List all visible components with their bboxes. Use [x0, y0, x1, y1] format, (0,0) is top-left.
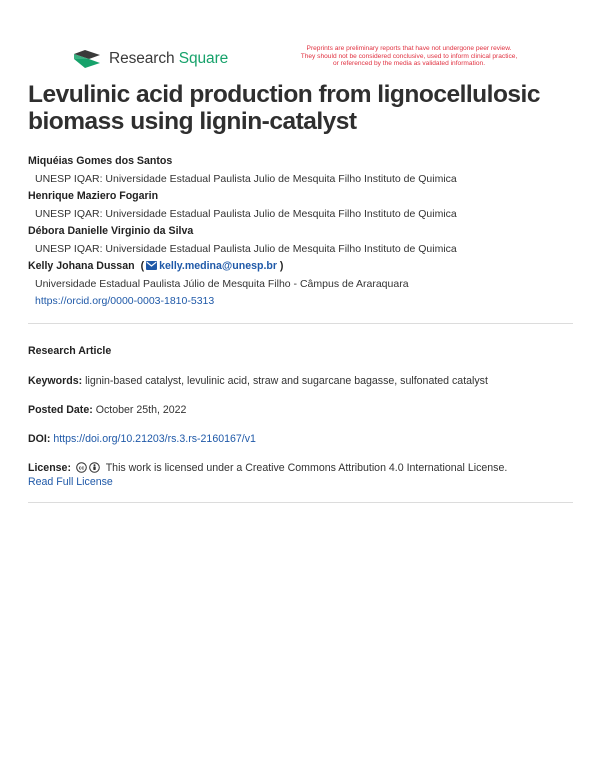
- posted-date-label: Posted Date:: [28, 404, 93, 416]
- svg-text:cc: cc: [78, 465, 85, 472]
- logo-square-text: Square: [178, 50, 229, 67]
- license-row: [28, 461, 573, 489]
- notice-line: Preprints are preliminary reports that have not undergone peer review.: [306, 45, 512, 52]
- doi-link[interactable]: https://doi.org/10.21203/rs.3.rs-2160167/v1: [53, 433, 256, 445]
- research-square-logo[interactable]: [73, 49, 228, 69]
- envelope-icon: [146, 261, 157, 270]
- author-affiliation: UNESP IQAR: Universidade Estadual Paulista Julio de Mesquita Filho Instituto de Quimica: [35, 242, 457, 255]
- author-affiliation: UNESP IQAR: Universidade Estadual Paulista Julio de Mesquita Filho Instituto de Quimica: [35, 172, 457, 185]
- divider: [28, 502, 573, 503]
- keywords-label: Keywords:: [28, 375, 83, 387]
- cc-icons: [76, 462, 100, 473]
- license-text: This work is licensed under a Creative Commons Attribution 4.0 International License.: [105, 462, 508, 474]
- author-name[interactable]: Henrique Maziero Fogarin: [28, 190, 159, 203]
- posted-date-row: [28, 403, 573, 417]
- preprint-notice: [269, 45, 549, 68]
- keywords-row: [28, 374, 573, 388]
- paper-title: [28, 81, 568, 135]
- keywords-value: lignin-based catalyst, levulinic acid, straw and sugarcane bagasse, sulfonated catalyst: [85, 375, 488, 387]
- orcid-link[interactable]: https://orcid.org/0000-0003-1810-5313: [35, 295, 215, 308]
- author-name[interactable]: Miquéias Gomes dos Santos: [28, 155, 173, 168]
- author-list: [28, 153, 573, 311]
- email-group: ( kelly.medina@unesp.br ): [140, 260, 284, 273]
- author-affiliation: Universidade Estadual Paulista Júlio de Mesquita Filho - Câmpus de Araraquara: [35, 277, 409, 290]
- article-type: [28, 344, 573, 358]
- doi-label: DOI:: [28, 433, 51, 445]
- article-type-label: Research Article: [28, 345, 112, 357]
- research-square-mark-icon: [73, 49, 101, 69]
- corresponding-author: [28, 258, 573, 276]
- author-name[interactable]: Débora Danielle Virginio da Silva: [28, 225, 194, 238]
- title-line: biomass using lignin-catalyst: [28, 108, 357, 135]
- author-affiliation: UNESP IQAR: Universidade Estadual Paulista Julio de Mesquita Filho Instituto de Quimica: [35, 207, 457, 220]
- license-label: License:: [28, 462, 71, 474]
- notice-line: or referenced by the media as validated information.: [332, 60, 486, 68]
- doi-row: [28, 432, 573, 446]
- logo-wordmark: [109, 50, 228, 68]
- attribution-icon: [89, 462, 100, 473]
- read-full-license-link[interactable]: Read Full License: [28, 476, 113, 488]
- logo-research-text: Research: [109, 50, 175, 67]
- notice-line: They should not be considered conclusive, used to inform clinical practice,: [300, 52, 518, 60]
- posted-date-value: October 25th, 2022: [95, 404, 187, 416]
- author-email-link[interactable]: kelly.medina@unesp.br: [159, 260, 277, 273]
- title-line: Levulinic acid production from lignocellulosic: [28, 81, 540, 108]
- creative-commons-icon: [76, 462, 87, 473]
- divider: [28, 323, 573, 324]
- author-name[interactable]: Kelly Johana Dussan: [28, 260, 135, 273]
